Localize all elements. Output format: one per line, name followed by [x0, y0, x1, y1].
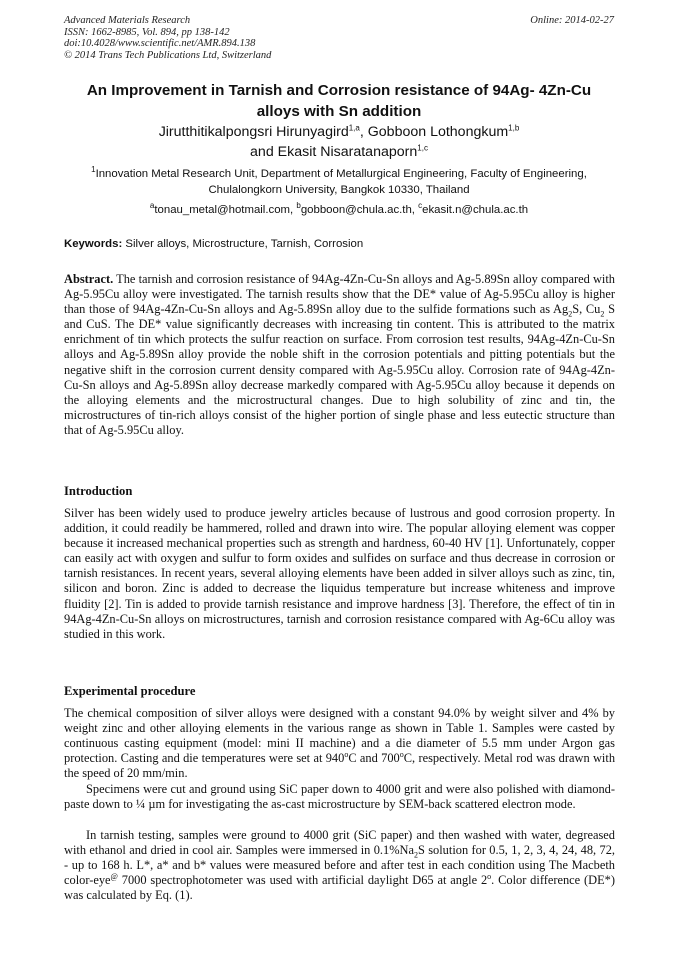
- paper-title: [60, 80, 618, 122]
- exp-p1-text-a: The chemical composition of silver alloys were designed with a constant 94.0% by weight silver and 4% by weight zinc and other alloying elements in the various range as shown in Table 1. Samples were casted by continuous casting equipment (model: mini II machine) and a die diameter of 5.5 mm under Argon gas protection. Casting and die temperatures were set at 940: [64, 706, 615, 766]
- affiliation-sup: 1: [91, 165, 96, 175]
- exp-p1-sup-2: o: [399, 750, 404, 760]
- affiliation: [60, 166, 618, 198]
- exp-p3-text-a: In tarnish testing, samples were ground to 4000 grit (SiC paper) and then washed with water, degreased with ethanol and dried in cool air. Samples were immersed in 0.1%Na: [64, 828, 615, 858]
- keywords: [64, 238, 363, 250]
- author-connector: and: [250, 144, 274, 160]
- experimental-heading: Experimental procedure: [64, 684, 196, 698]
- abstract-text-3: S and CuS. The DE* value significantly decreases with increasing tin content. This is attributed to the matrix enrichment of tin which protects the sulfur reaction on surface. From corrosion test results, 94Ag-4Zn-Cu-Sn alloys and Ag-5.89Sn alloy provide the noble shift in the corrosion potentials and pitting potentials but the negative shift in the corrosion current density compared with Ag-5.95Cu alloy. Corrosion rate of 94Ag-4Zn-Cu-Sn alloys and Ag-5.89Sn alloy decrease markedly compared with Ag-5.95Cu alloy because it depends on the alloying elements and the microstructural changes. Due to high solubility of zinc and tin, the microstructures of tin-rich alloys consist of the higher portion of single phase and less eutectic structure than that of Ag-5.95Cu alloy.: [64, 302, 616, 437]
- author-1-sup: 1,a: [348, 123, 360, 133]
- exp-p3-sub: 2: [413, 850, 418, 860]
- exp-p3-sup-2: o: [487, 872, 492, 882]
- author-2-sup: 1,b: [508, 123, 520, 133]
- abstract-text-2: S, Cu: [572, 302, 601, 317]
- exp-p1-text-b: C and 700: [348, 751, 400, 766]
- email-a-sup: a: [149, 201, 155, 211]
- abstract-sub-1: 2: [568, 309, 573, 319]
- keywords-label: Keywords:: [64, 238, 123, 250]
- abstract-sub-2: 2: [600, 309, 605, 319]
- journal-header: [64, 15, 271, 61]
- exp-p1-text-c: C, respectively. Metal rod was drawn with the speed of 20 mm/min.: [64, 751, 616, 781]
- copyright-line: © 2014 Trans Tech Publications Ltd, Switzerland: [64, 49, 272, 61]
- exp-p3-text-b: S solution for 0.5, 1, 2, 3, 4, 24, 48, 72, - up to 168 h. L*, a* and b* values were measured before and after test in each condition using The Macbeth color-eye: [64, 843, 615, 888]
- author-emails: [60, 202, 618, 218]
- issn-line: ISSN: 1662-8985, Vol. 894, pp 138-142: [64, 26, 230, 38]
- experimental-paragraph-3: [64, 828, 615, 903]
- title-line-1: An Improvement in Tarnish and Corrosion resistance of 94Ag- 4Zn-Cu: [86, 82, 592, 99]
- author-2: Gobboon Lothongkum: [367, 124, 509, 140]
- abstract-text-1: The tarnish and corrosion resistance of 94Ag-4Zn-Cu-Sn alloys and Ag-5.89Sn alloy compared with Ag-5.95Cu alloy were investigated. The tarnish results show that the DE* value of Ag-5.95Cu alloy is higher than those of 94Ag-4Zn-Cu-Sn alloys and Ag-5.89Sn alloy due to the sulfide formations such as Ag: [64, 272, 615, 317]
- exp-p3-text-d: . Color difference (DE*) was calculated by Eq. (1).: [64, 873, 615, 903]
- author-3: Ekasit Nisaratanaporn: [277, 144, 418, 160]
- email-b: gobboon@chula.ac.th,: [300, 204, 415, 216]
- affiliation-line-2: Chulalongkorn University, Bangkok 10330, Thailand: [208, 184, 470, 196]
- abstract: [64, 272, 615, 438]
- journal-name: Advanced Materials Research: [64, 15, 191, 26]
- author-list: Jirutthitikalpongsri Hirunyagird$^{1,a}$, Gobboon Lothongkum$^{1,b}$ and Ekasit Nisaratanaporn$^{1,c}$: [158, 123, 520, 160]
- email-c: ekasit.n@chula.ac.th: [422, 204, 529, 216]
- affiliation-line-1: Innovation Metal Research Unit, Department of Metallurgical Engineering, Faculty of Engineering,: [95, 168, 587, 180]
- keywords-text: Silver alloys, Microstructure, Tarnish, Corrosion: [125, 238, 364, 250]
- email-a: tonau_metal@hotmail.com,: [154, 204, 294, 216]
- online-date: Online: 2014-02-27: [530, 15, 614, 26]
- exp-p3-sup-1: @: [110, 872, 118, 882]
- author-1: Jirutthitikalpongsri Hirunyagird: [158, 124, 349, 140]
- introduction-text: Silver has been widely used to produce jewelry articles because of lustrous and good corrosion property. In addition, it could readily be hammered, rolled and drawn into wire. The popular alloying element was copper because it increased mechanical properties such as strength and hardness, 60-40 HV [1]. Unfortunately, copper can easily act with oxygen and sulfur to form oxides and sulfides on surface and thus decrease in corrosion or tarnish resistances. In recent years, several alloying elements have been added in silver alloys such as zinc, tin, silicon and boron. Zinc is added to decrease the liquidus temperature but increase whiteness and improve fluidity [2]. Tin is added to provide tarnish resistance and improve hardness [3]. Therefore, the effect of tin in 94Ag-4Zn-Cu-Sn alloys on microstructures, tarnish and corrosion resistance compared with Ag-6Cu alloy was studied in this work.: [64, 506, 615, 641]
- exp-p1-sup-1: o: [344, 750, 349, 760]
- experimental-paragraph-2: Specimens were cut and ground using SiC paper down to 4000 grit and were also polished with diamond-paste down to ¼ µm for investigating the as-cast microstructure by SEM-back scattered electron mode.: [64, 782, 615, 812]
- introduction-heading: Introduction: [64, 484, 133, 498]
- email-c-sup: c: [418, 201, 423, 211]
- exp-p3-text-c: 7000 spectrophotometer was used with artificial daylight D65 at angle 2: [117, 873, 488, 888]
- abstract-label: Abstract.: [64, 272, 114, 286]
- title-line-2: alloys with Sn addition: [256, 103, 422, 120]
- author-3-sup: 1,c: [417, 143, 428, 153]
- experimental-paragraph-1: [64, 706, 615, 781]
- email-b-sup: b: [296, 201, 301, 211]
- doi-line: doi:10.4028/www.scientific.net/AMR.894.138: [64, 38, 256, 49]
